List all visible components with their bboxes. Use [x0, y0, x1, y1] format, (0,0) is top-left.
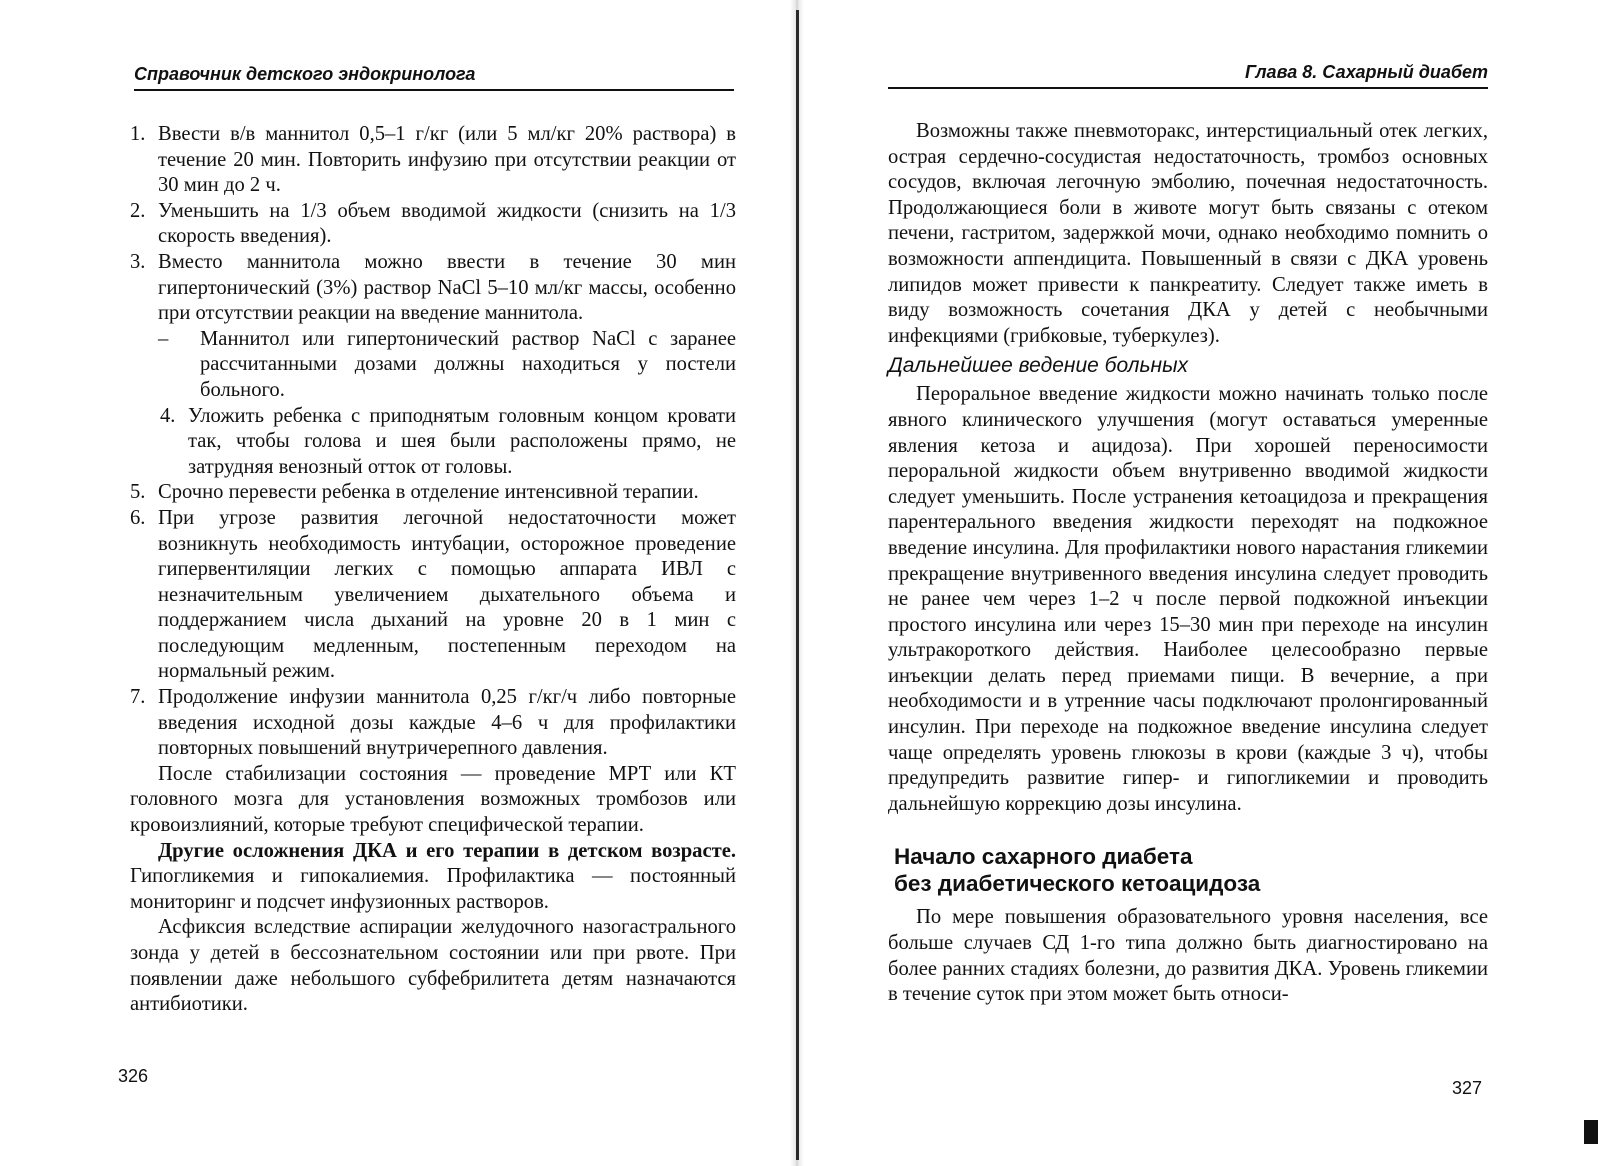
- list-number: 5.: [130, 481, 146, 504]
- left-running-head: Справочник детского эндокринолога: [134, 64, 734, 91]
- complications-continued-paragraph: Возможны также пневмоторакс, интерстициальный отек легких, острая сердечно-сосудистая недостаточность, тромбоз основных сосудов, включая легочную эмболию, почечная недостаточность. Продолжающиеся боли в животе могут быть связаны с отеком печени, гастритом, задержкой мочи, однако необходимо помнить о возможности аппендицита. Повышенный в связи с ДКА уровень липидов может привести к панкреатиту. Следует также иметь в виду возможность сочетания ДКА у детей с необычными инфекциями (грибковые, туберкулез).: [888, 120, 1488, 347]
- list-item: [130, 480, 736, 506]
- list-item-text: Уменьшить на 1/3 объем вводимой жидкости (снизить на 1/3 скорость введения).: [158, 199, 736, 248]
- list-number: 7.: [130, 686, 146, 709]
- list-item: [130, 250, 736, 327]
- list-number: 3.: [130, 250, 146, 273]
- scan-corner-mark: [1584, 1120, 1598, 1144]
- further-management-paragraph: Пероральное введение жидкости можно начинать только после явного клинического улучшения (могут оставаться умеренные явления кетоза и ацидоза). При хорошей переносимости пероральной жидкости объем внутривенно вводимой жидкости следует уменьшить. После устранения кетоацидоза и прекращения парентерального введения жидкости переходят на подкожное введение инсулина. Для профилактики нового нарастания гликемии прекращение внутривенного введения инсулина следует проводить не ранее чем через 1–2 ч после первой подкожной инъекции простого инсулина или через 15–30 мин при переходе на инсулин ультракороткого действия. Наиболее целесообразно первые инъекции делать перед приемами пищи. В вечерние, а при необходимости и в утренние часы подключают пролонгированный инсулин. При переходе на подкожное введение инсулина следует чаще определять уровень глюкозы в крови (каждые 3 ч), чтобы предупредить развитие гипер- и гипогликемии и проводить дальнейшую коррекцию дозы инсулина.: [888, 383, 1488, 815]
- asphyxia-paragraph: Асфиксия вследствие аспирации желудочного назогастрального зонда у детей в бессознательном состоянии или при рвоте. При появлении даже небольшого субфебрилитета детям назначаются антибиотики.: [130, 916, 736, 1016]
- list-item: [130, 327, 736, 404]
- subheading-further-management: Дальнейшее ведение больных: [888, 354, 1189, 378]
- list-number: 6.: [130, 506, 146, 529]
- list-item-text: Срочно перевести ребенка в отделение интенсивной терапии.: [158, 481, 699, 504]
- complications-run-in-heading: Другие осложнения ДКА и его терапии в детском возрасте.: [158, 839, 736, 862]
- right-text-block: [888, 119, 1488, 1008]
- list-number: 2.: [130, 199, 146, 222]
- section-title-line-2: без диабетического кетоацидоза: [894, 871, 1261, 897]
- list-item: [130, 122, 736, 199]
- gutter-fold-line: [796, 10, 799, 1160]
- treatment-steps-list: [130, 122, 736, 762]
- list-item: [130, 685, 736, 762]
- list-item: [130, 506, 736, 685]
- right-page: [800, 0, 1600, 1166]
- section-title-line-1: Начало сахарного диабета: [894, 844, 1193, 870]
- left-page: [0, 0, 790, 1166]
- right-running-head: Глава 8. Сахарный диабет: [888, 62, 1488, 89]
- left-page-number: 326: [118, 1066, 149, 1086]
- list-number: 1.: [130, 123, 146, 145]
- right-page-number: 327: [1452, 1078, 1483, 1098]
- left-text-block: [130, 122, 736, 1018]
- list-item-text: Уложить ребенка с приподнятым головным концом кровати так, чтобы голова и шея были расположены прямо, не затрудняя венозный отток от головы.: [188, 404, 736, 478]
- stabilization-paragraph: После стабилизации состояния — проведение МРТ или КТ головного мозга для установления возможных тромбозов или кровоизлияний, которые требуют специфической терапии.: [130, 762, 736, 837]
- list-item-text: Ввести в/в маннитол 0,5–1 г/кг (или 5 мл/кг 20% раствора) в течение 20 мин. Повторить инфузию при отсутствии реакции от 30 мин до 2 ч.: [158, 123, 736, 197]
- list-item-text: Вместо маннитола можно ввести в течение 30 мин гипертонический (3%) раствор NaCl 5–10 мл/кг массы, особенно при отсутствии реакции на введение маннитола.: [158, 250, 736, 325]
- list-dash: –: [158, 327, 169, 350]
- complications-text: Гипогликемия и гипокалиемия. Профилактика — постоянный мониторинг и подсчет инфузионных растворов.: [130, 865, 736, 913]
- list-number: 4.: [160, 404, 176, 427]
- section-title: [894, 843, 1488, 897]
- list-item-text: При угрозе развития легочной недостаточности может возникнуть необходимость интубации, осторожное проведение гипервентиляции легких с помощью аппарата ИВЛ с незначительным увеличением дыхательного объема и поддержанием числа дыханий на уровне 20 в 1 мин с последующим медленным, постепенным переходом на нормальный режим.: [158, 506, 736, 683]
- complications-paragraph: [130, 839, 736, 916]
- list-item-text: Маннитол или гипертонический раствор NaCl с заранее рассчитанными дозами должны находиться у постели больного.: [200, 327, 736, 401]
- list-item: [130, 199, 736, 250]
- list-item: [130, 404, 736, 481]
- list-item-text: Продолжение инфузии маннитола 0,25 г/кг/ч либо повторные введения исходной дозы каждые 4–6 ч для профилактики повторных повышений внутричерепного давления.: [158, 686, 736, 760]
- section-intro-paragraph: По мере повышения образовательного уровня населения, все больше случаев СД 1-го типа должно быть диагностировано на более ранних стадиях болезни, до развития ДКА. Уровень гликемии в течение суток при этом может быть относи-: [888, 906, 1488, 1006]
